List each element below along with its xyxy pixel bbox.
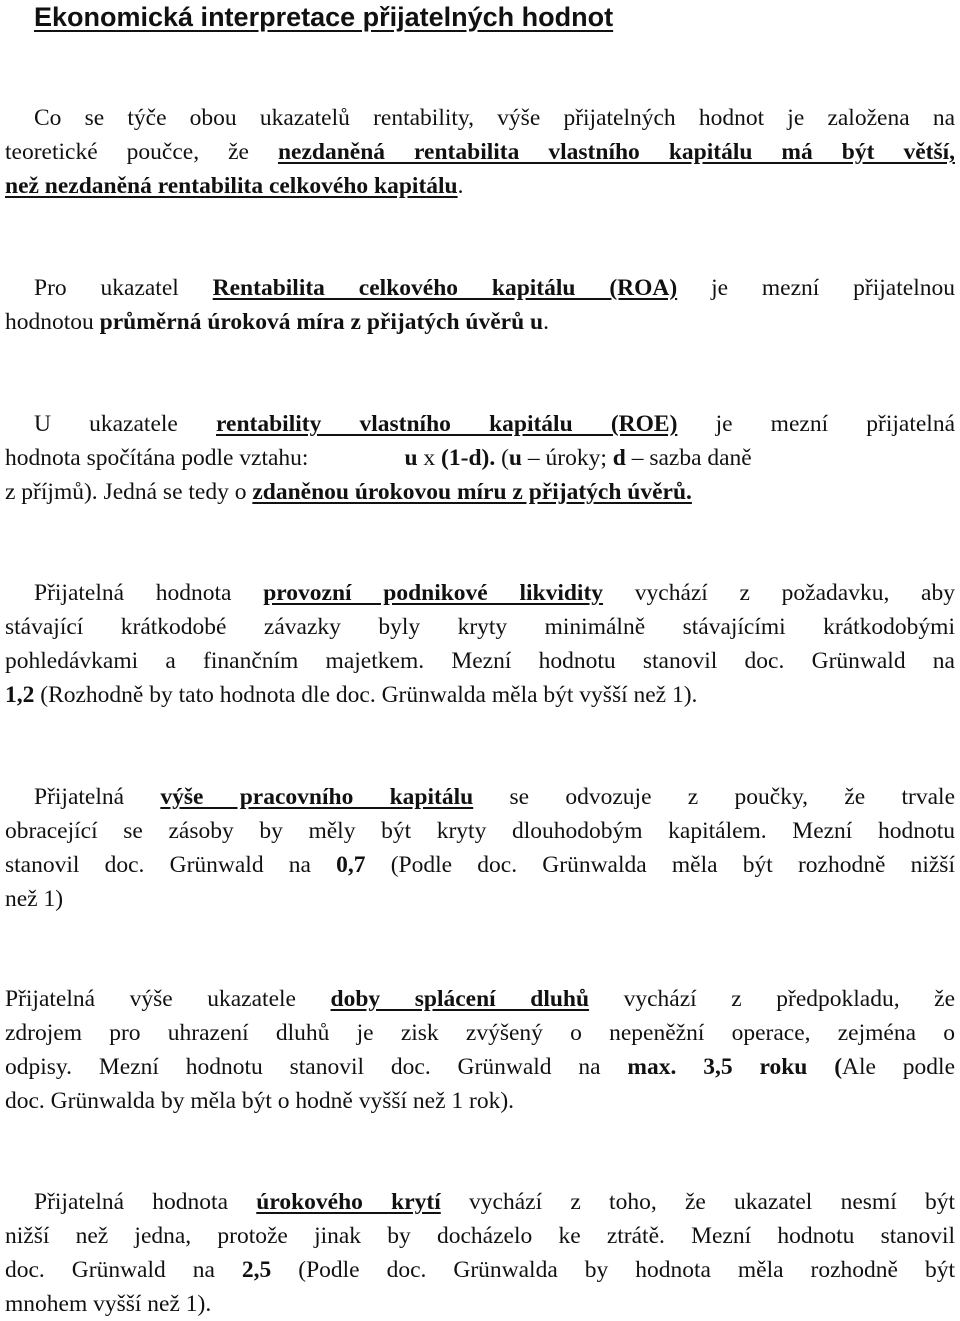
paragraph-profitability-intro [5, 101, 955, 203]
emphasis-interest-rate: průměrná úroková míra z přijatých úvěrů u [99, 309, 544, 335]
formula-tax: (1-d). [441, 445, 496, 471]
text-line: Přijatelná výše ukazatele doby splácení dluhů vychází z předpokladu, že [5, 986, 956, 1012]
text-line: hodnota spočítána podle vztahu: u x (1-d). (u – úroky; d – sazba daně [5, 445, 752, 471]
text-line: U ukazatele rentability vlastního kapitálu (ROE) je mezní přijatelná [34, 411, 955, 437]
text-line: pohledávkami a finančním majetkem. Mezní hodnotu stanovil doc. Grünwald na [5, 648, 955, 674]
term-roa: Rentabilita celkového kapitálu (ROA) [212, 275, 678, 301]
text-line: Pro ukazatel Rentabilita celkového kapitálu (ROA) je mezní přijatelnou [34, 275, 955, 301]
text-line: Přijatelná hodnota úrokového krytí vychází z toho, že ukazatel nesmí být [34, 1189, 956, 1215]
emphasis-taxed-rate: zdaněnou úrokovou míru z přijatých úvěrů. [252, 479, 692, 505]
value-debt-repayment: max. 3,5 roku ( [627, 1054, 843, 1080]
term-debt-repayment: doby splácení dluhů [330, 986, 590, 1012]
text-line: odpisy. Mezní hodnotu stanovil doc. Grünwald na max. 3,5 roku (Ale podle [5, 1054, 956, 1080]
paragraph-liquidity [5, 576, 955, 712]
emphasis-roe-greater: nezdaněná rentabilita vlastního kapitálu má být větší, [277, 139, 955, 165]
text-line: 1,2 (Rozhodně by tato hodnota dle doc. Grünwalda měla být vyšší než 1). [5, 682, 698, 708]
paragraph-working-capital [5, 780, 955, 916]
paragraph-roe [5, 407, 955, 509]
term-interest-coverage: úrokového krytí [256, 1189, 441, 1215]
text-line: než nezdaněná rentabilita celkového kapitálu. [5, 173, 464, 199]
text-line: než 1) [5, 886, 64, 912]
formula-u: u [404, 445, 418, 471]
value-working-capital: 0,7 [336, 852, 366, 878]
emphasis-roa: než nezdaněná rentabilita celkového kapitálu [5, 173, 458, 199]
term-roe: rentability vlastního kapitálu (ROE) [216, 411, 678, 437]
text-line: zdrojem pro uhrazení dluhů je zisk zvýšený o nepeněžní operace, zejména o [5, 1020, 955, 1046]
text-line: stanovil doc. Grünwald na 0,7 (Podle doc. Grünwalda měla být rozhodně nižší [5, 852, 955, 878]
term-liquidity: provozní podnikové likvidity [263, 580, 604, 606]
text-line: doc. Grünwalda by měla být o hodně vyšší než 1 rok). [5, 1088, 515, 1114]
value-interest-coverage: 2,5 [241, 1257, 272, 1283]
page-title: Ekonomická interpretace přijatelných hodnot [34, 2, 614, 32]
text-line: teoretické poučce, že nezdaněná rentabilita vlastního kapitálu má být větší, [5, 139, 955, 165]
text-line: Přijatelná výše pracovního kapitálu se odvozuje z poučky, že trvale [34, 784, 955, 810]
paragraph-roa [5, 271, 955, 339]
text-line: Přijatelná hodnota provozní podnikové likvidity vychází z požadavku, aby [34, 580, 955, 606]
text-line: hodnotou průměrná úroková míra z přijatých úvěrů u. [5, 309, 549, 335]
text-line: doc. Grünwald na 2,5 (Podle doc. Grünwalda by hodnota měla rozhodně být [5, 1257, 955, 1283]
value-liquidity: 1,2 [5, 682, 35, 708]
text-line: stávající krátkodobé závazky byly kryty minimálně stávajícími krátkodobými [5, 614, 955, 640]
text-line: nižší než jedna, protože jinak by docházelo ke ztrátě. Mezní hodnotu stanovil [5, 1223, 955, 1249]
text-line: Co se týče obou ukazatelů rentability, výše přijatelných hodnot je založena na [34, 105, 955, 131]
term-working-capital: výše pracovního kapitálu [160, 784, 474, 810]
text-line: obracející se zásoby by měly být kryty dlouhodobým kapitálem. Mezní hodnotu [5, 818, 955, 844]
paragraph-debt-repayment [5, 982, 955, 1118]
text-line: mnohem vyšší než 1). [5, 1291, 212, 1317]
paragraph-interest-coverage [5, 1185, 955, 1321]
text-line: z příjmů). Jedná se tedy o zdaněnou úrokovou míru z přijatých úvěrů. [5, 479, 692, 505]
